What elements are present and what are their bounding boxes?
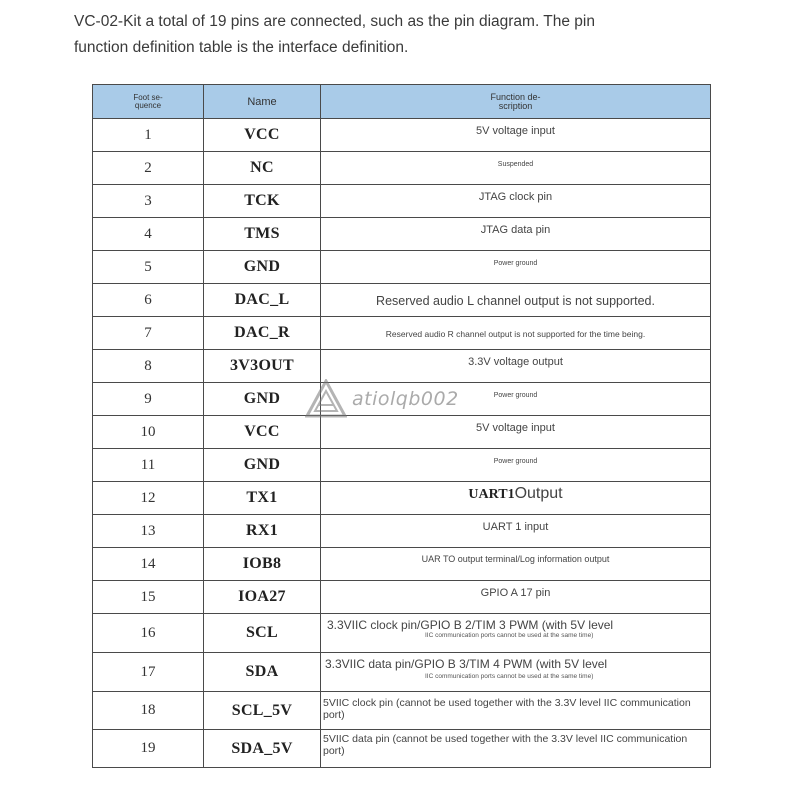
table-header-row: [93, 85, 711, 119]
pin-name: VCC: [204, 119, 321, 152]
pin-number: 12: [93, 482, 204, 515]
pin-name: VCC: [204, 416, 321, 449]
pin-number: 19: [93, 730, 204, 768]
column-header-description: Function de- scription: [321, 85, 711, 119]
pin-description: Power ground: [321, 449, 711, 482]
pin-number: 16: [93, 614, 204, 653]
pin-number: 13: [93, 515, 204, 548]
pin-number: 15: [93, 581, 204, 614]
pin-name: TX1: [204, 482, 321, 515]
table-row: [93, 416, 711, 449]
pin-name: SDA_5V: [204, 730, 321, 768]
pin-description: 5VIIC data pin (cannot be used together with the 3.3V level IIC communication port): [321, 730, 711, 768]
pin-number: 5: [93, 251, 204, 284]
pin-name: IOA27: [204, 581, 321, 614]
pin-description: Reserved audio R channel output is not supported for the time being.: [321, 317, 711, 350]
pin-number: 14: [93, 548, 204, 581]
table-row: [93, 692, 711, 730]
pin-description: 3.3V voltage output: [321, 350, 711, 383]
pin-name: GND: [204, 449, 321, 482]
pin-description: JTAG data pin: [321, 218, 711, 251]
intro-line: function definition table is the interface definition.: [74, 39, 409, 56]
pin-name: GND: [204, 383, 321, 416]
table-row: [93, 119, 711, 152]
pin-description: Power ground: [321, 251, 711, 284]
pin-number: 8: [93, 350, 204, 383]
table-row: [93, 515, 711, 548]
table-row: [93, 383, 711, 416]
pin-name: 3V3OUT: [204, 350, 321, 383]
table-row: [93, 284, 711, 317]
table-row: [93, 185, 711, 218]
table-row: [93, 449, 711, 482]
pin-name: GND: [204, 251, 321, 284]
pin-description: 3.3VIIC data pin/GPIO B 3/TIM 4 PWM (with 5V level IIC communication ports cannot be used at the same time): [321, 653, 711, 692]
pin-name: NC: [204, 152, 321, 185]
intro-paragraph: [74, 9, 714, 61]
pin-description: JTAG clock pin: [321, 185, 711, 218]
table-row: [93, 251, 711, 284]
pin-name: DAC_L: [204, 284, 321, 317]
pin-number: 7: [93, 317, 204, 350]
table-row: [93, 653, 711, 692]
pin-description: GPIO A 17 pin: [321, 581, 711, 614]
table-row: [93, 730, 711, 768]
pin-name: TCK: [204, 185, 321, 218]
pin-number: 11: [93, 449, 204, 482]
pin-name: SCL_5V: [204, 692, 321, 730]
pin-description: UART1Output: [321, 482, 711, 515]
pin-description: Reserved audio L channel output is not supported.: [321, 284, 711, 317]
pin-name: IOB8: [204, 548, 321, 581]
pin-description: 3.3VIIC clock pin/GPIO B 2/TIM 3 PWM (with 5V level IIC communication ports cannot be used at the same time): [321, 614, 711, 653]
column-header-name: Name: [204, 85, 321, 119]
watermark-text: atiolqb002: [352, 388, 459, 410]
table-row: [93, 350, 711, 383]
pin-description: Suspended: [321, 152, 711, 185]
column-header-sequence: Foot se- quence: [93, 85, 204, 119]
pin-number: 6: [93, 284, 204, 317]
pin-number: 18: [93, 692, 204, 730]
pin-number: 3: [93, 185, 204, 218]
pin-description: 5VIIC clock pin (cannot be used together with the 3.3V level IIC communication port): [321, 692, 711, 730]
pin-name: DAC_R: [204, 317, 321, 350]
pin-name: SCL: [204, 614, 321, 653]
pin-description: 5V voltage input: [321, 416, 711, 449]
pin-number: 4: [93, 218, 204, 251]
table-row: [93, 581, 711, 614]
pin-number: 1: [93, 119, 204, 152]
pin-description: Power ground: [321, 383, 711, 416]
pin-description: 5V voltage input: [321, 119, 711, 152]
pin-name: TMS: [204, 218, 321, 251]
intro-line: VC-02-Kit a total of 19 pins are connected, such as the pin diagram. The pin: [74, 13, 595, 30]
table-row: [93, 614, 711, 653]
table-row: [93, 548, 711, 581]
pin-description: UART 1 input: [321, 515, 711, 548]
pin-number: 9: [93, 383, 204, 416]
table-row: [93, 482, 711, 515]
table-row: [93, 152, 711, 185]
pin-description: UAR TO output terminal/Log information output: [321, 548, 711, 581]
pin-function-table: [92, 84, 711, 768]
pin-number: 17: [93, 653, 204, 692]
pin-name: RX1: [204, 515, 321, 548]
pin-number: 2: [93, 152, 204, 185]
pin-number: 10: [93, 416, 204, 449]
pin-name: SDA: [204, 653, 321, 692]
table-row: [93, 218, 711, 251]
table-row: [93, 317, 711, 350]
